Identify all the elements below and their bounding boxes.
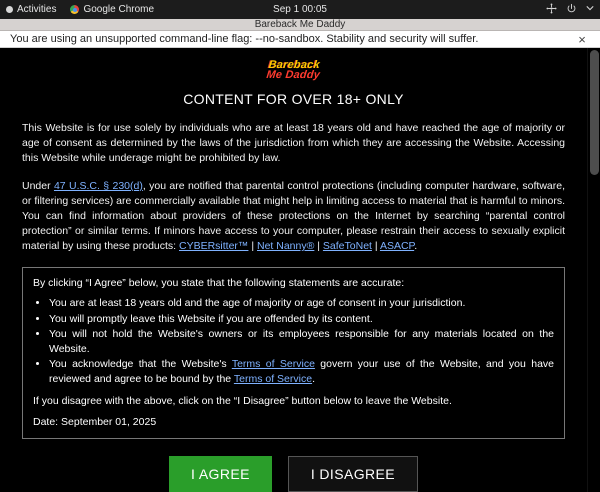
chrome-icon xyxy=(70,5,79,14)
site-logo[interactable] xyxy=(22,58,565,83)
agreement-list xyxy=(33,296,554,386)
app-name-label: Google Chrome xyxy=(83,4,155,15)
window-title: Bareback Me Daddy xyxy=(254,19,346,30)
p2-end: . xyxy=(414,240,418,252)
page-scrollbar[interactable] xyxy=(587,48,600,492)
p2-sep3: | xyxy=(371,240,380,252)
link-asacp[interactable]: ASACP xyxy=(379,240,415,252)
activities-button[interactable] xyxy=(6,4,56,15)
disagree-button[interactable]: I DISAGREE xyxy=(288,456,418,492)
bullet4-end: . xyxy=(312,372,315,385)
list-item: • You will promptly leave this Website if you are offended by its content. xyxy=(49,312,554,327)
infobar-message: You are using an unsupported command-line flag: --no-sandbox. Stability and security will suffer. xyxy=(10,33,479,45)
clock[interactable]: Sep 1 00:05 xyxy=(273,4,327,15)
p2-mid: , you are notified that parental control protections (including computer hardware, software, or filtering services) are commercially available that might help in limiting access to material that is harmful to minors. You can find information about providers of these protections on the Internet by searching “parental control protection” or similar terms. If minors have access to your computer, please restrain their access to sexually explicit material by using these products: xyxy=(22,180,566,252)
power-icon[interactable] xyxy=(566,3,577,17)
page-title: CONTENT FOR OVER 18+ ONLY xyxy=(183,91,404,107)
age-paragraph-1: This Website is for use solely by individuals who are at least 18 years old and have reached the age of majority or age of consent as determined by the laws of the jurisdiction from which they are accessing the Website. Accessing this Website while underage might be prohibited by law. xyxy=(22,122,565,164)
page-viewport xyxy=(0,48,600,492)
close-icon[interactable]: × xyxy=(578,31,586,47)
agreement-box xyxy=(22,267,565,439)
agreement-title: By clicking “I Agree” below, you state that the following statements are accurate: xyxy=(33,277,405,289)
link-safetonet[interactable]: SafeToNet xyxy=(322,240,372,252)
date-line: Date: September 01, 2025 xyxy=(33,416,157,428)
window-titlebar[interactable] xyxy=(0,19,600,31)
link-cybersitter[interactable]: CYBERsitter™ xyxy=(179,240,249,252)
p2-sep2: | xyxy=(314,240,323,252)
activities-dot-icon xyxy=(6,6,13,13)
system-topbar xyxy=(0,0,600,19)
bullet4-mid: govern your use of the Website, and you have reviewed and agree to be bound by the xyxy=(49,358,554,385)
disagree-note: If you disagree with the above, click on the “I Disagree” button below to leave the Website. xyxy=(33,395,452,407)
link-usc-230d[interactable]: 47 U.S.C. § 230(d) xyxy=(53,180,143,192)
action-buttons xyxy=(22,456,565,492)
age-paragraph-2 xyxy=(22,179,565,254)
agree-button[interactable]: I AGREE xyxy=(169,456,272,492)
link-terms-of-service-1[interactable]: Terms of Service xyxy=(231,358,315,370)
network-icon[interactable] xyxy=(546,3,557,17)
browser-window xyxy=(0,19,600,482)
age-verification-page xyxy=(0,48,587,492)
site-logo-line2: Me Daddy xyxy=(265,69,321,81)
list-item xyxy=(49,357,554,386)
link-terms-of-service-2[interactable]: Terms of Service xyxy=(233,372,313,385)
app-indicator-chrome[interactable] xyxy=(70,4,154,15)
chevron-down-icon[interactable] xyxy=(586,4,594,15)
p2-pre: Under xyxy=(22,180,54,192)
p2-sep1: | xyxy=(248,240,257,252)
site-logo-text xyxy=(260,58,326,82)
unsupported-flag-infobar xyxy=(0,31,600,48)
topbar-left-group xyxy=(6,4,154,15)
list-item: • You will not hold the Website's owners or its employees responsible for any materials located on the Website. xyxy=(49,327,554,356)
status-area[interactable] xyxy=(546,3,594,17)
site-logo-line1: Bareback xyxy=(267,59,321,71)
scrollbar-thumb[interactable] xyxy=(590,50,599,175)
link-netnanny[interactable]: Net Nanny® xyxy=(257,240,315,252)
activities-label: Activities xyxy=(17,4,57,15)
list-item: • You are at least 18 years old and the age of majority or age of consent in your jurisdiction. xyxy=(49,296,554,311)
bullet4-pre: You acknowledge that the Website's xyxy=(49,358,232,370)
